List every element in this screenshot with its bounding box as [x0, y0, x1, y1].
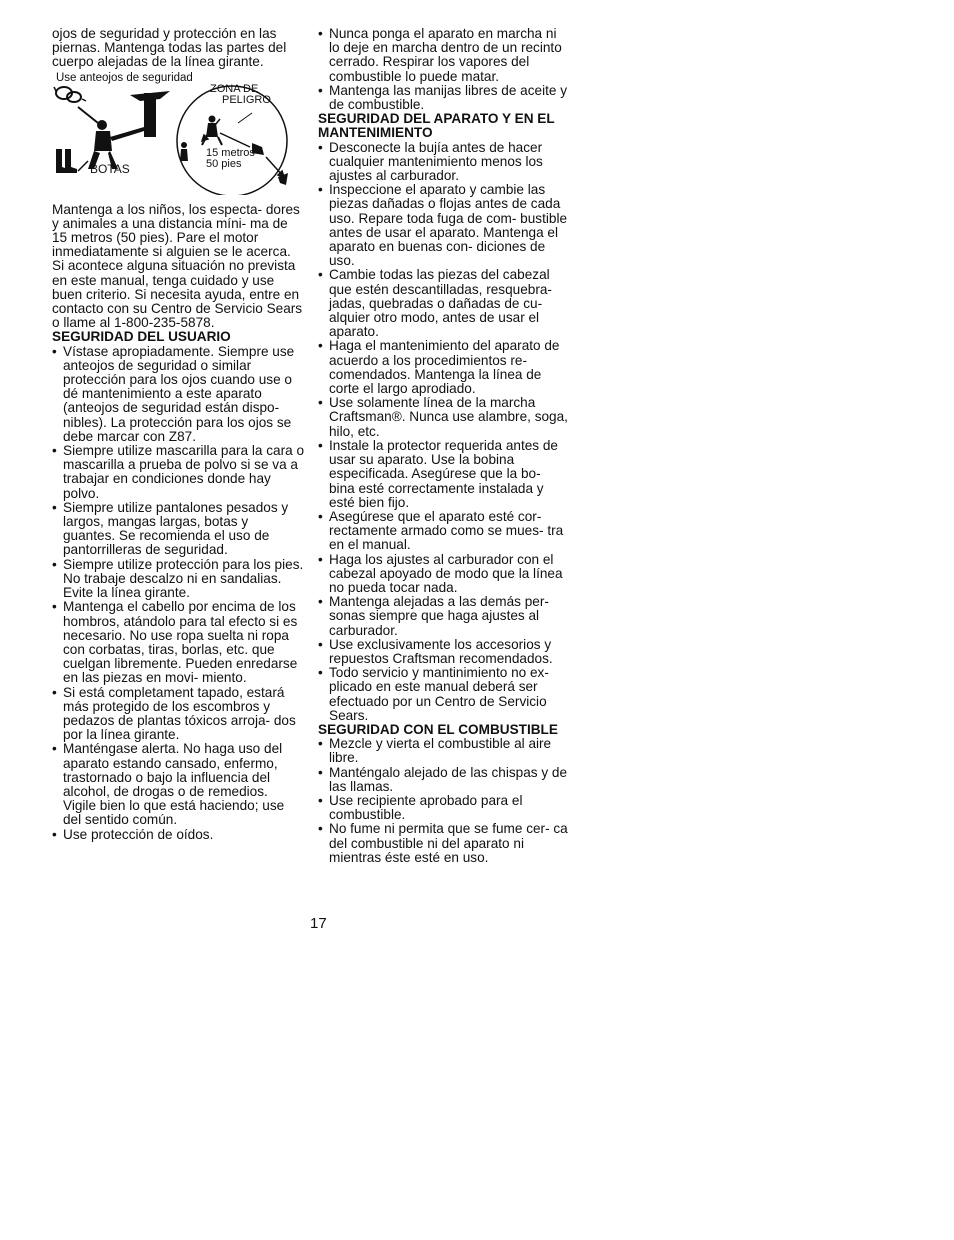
list-item: • Todo servicio y mantinimiento no ex- plicado en este manual deberá ser efectuado por un Centro de Servicio Sears.	[318, 666, 570, 723]
list-item: • Siempre utilize pantalones pesados y largos, mangas largas, botas y guantes. Se recomienda el uso de pantorrilleras de seguridad.	[52, 501, 304, 558]
distance-label-feet: 50 pies	[206, 157, 242, 170]
goggles-icon	[54, 87, 98, 123]
list-item: • Manténgalo alejado de las chispas y de las llamas.	[318, 766, 570, 794]
list-item: • Vístase apropiadamente. Siempre use anteojos de seguridad o similar protección para los ojos cuando use o dé mantenimiento a este aparato (anteojos de seguridad están dispo- nibles). La protección para los ojos se debe marcar con Z87.	[52, 345, 304, 444]
unforeseen-situation-paragraph: Si acontece alguna situación no prevista en este manual, tenga cuidado y use buen criterio. Si necesita ayuda, entre en contacto con su Centro de Servicio Sears o llame al 1-800-235-5878.	[52, 258, 303, 331]
list-item: • Nunca ponga el aparato en marcha ni lo deje en marcha dentro de un recinto cerrado. Respirar los vapores del combustible lo puede matar.	[318, 27, 570, 84]
operation-list	[318, 27, 570, 112]
safety-zone-figure	[52, 82, 292, 195]
fuel-safety-heading: SEGURIDAD CON EL COMBUSTIBLE	[318, 721, 558, 737]
list-item: • Mantenga alejadas a las demás per- sonas siempre que haga ajustes al carburador.	[318, 595, 570, 638]
list-item: • Siempre utilize mascarilla para la cara o mascarilla a prueba de polvo si se va a trabajar en condiciones donde hay polvo.	[52, 444, 304, 501]
list-item: • Inspeccione el aparato y cambie las piezas dañadas o flojas antes de cada uso. Repare toda fuga de com- bustible antes de usar el aparato. Mantenga el aparato en buenas con- diciones de uso.	[318, 183, 570, 268]
maintenance-safety-list	[318, 141, 570, 723]
list-item: • Mantenga el cabello por encima de los hombros, atándolo para tal efecto si es necesario. No use ropa suelta ni ropa con corbatas, tiras, borlas, etc. que cuelgan libremente. Pueden enredarse en las piezas en movi- miento.	[52, 600, 304, 685]
list-item: • Instale la protector requerida antes de usar su aparato. Use la bobina especificada. Asegúrese que la bo- bina esté correctamente instalada y esté bien fijo.	[318, 439, 570, 510]
list-item: • Si está completament tapado, estará más protegido de los escombros y pedazos de plantas tóxicos arroja- dos por la línea girante.	[52, 686, 304, 743]
boots-icon	[56, 149, 88, 173]
list-item: • Mezcle y vierta el combustible al aire libre.	[318, 737, 570, 765]
maintenance-safety-heading: SEGURIDAD DEL APARATO Y EN EL MANTENIMIENTO	[318, 111, 555, 141]
list-item: • Mantenga las manijas libres de aceite y de combustible.	[318, 84, 570, 112]
list-item: • Cambie todas las piezas del cabezal que estén descantilladas, resquebra- jadas, quebradas o dañadas de cu- alquier otro modo, antes de usar el aparato.	[318, 268, 570, 339]
list-item: • Use solamente línea de la marcha Craftsman®. Nunca use alambre, soga, hilo, etc.	[318, 396, 570, 439]
intro-text: ojos de seguridad y protección en las piernas. Mantenga todas las partes del cuerpo alejadas de la línea girante.	[52, 26, 287, 70]
list-item: • Haga el mantenimiento del aparato de acuerdo a los procedimientos re- comendados. Mantenga la línea de corte el largo aprodiado.	[318, 339, 570, 396]
list-item: • Haga los ajustes al carburador con el cabezal apoyado de modo que la línea no pueda tocar nada.	[318, 553, 570, 596]
list-item: • Manténgase alerta. No haga uso del aparato estando cansado, enfermo, trastornado o bajo la influencia del alcohol, de drogas o de remedios. Vigile bien lo que está haciendo; use del sentido común.	[52, 742, 304, 827]
list-item: • Use recipiente aprobado para el combustible.	[318, 794, 570, 822]
children-distance-paragraph: Mantenga a los niños, los especta- dores y animales a una distancia míni- ma de 15 metros (50 pies). Pare el motor inmediatamente si alguien se le acerca.	[52, 201, 300, 260]
fuel-safety-list	[318, 737, 570, 865]
zone-label-line-2: PELIGRO	[222, 93, 271, 106]
list-item: • Asegúrese que el aparato esté cor- rectamente armado como se mues- tra en el manual.	[318, 510, 570, 553]
zone-label-leader	[238, 113, 252, 123]
user-safety-list	[52, 345, 304, 842]
list-item: • No fume ni permita que se fume cer- ca del combustible ni del aparato ni mientras éste esté en uso.	[318, 822, 570, 865]
list-item: • Use protección de oídos.	[52, 828, 304, 842]
right-column	[318, 27, 570, 865]
left-column	[52, 27, 304, 842]
boots-label: BOTAS	[90, 161, 130, 176]
operator-figure-icon	[88, 91, 170, 169]
figure-caption: Use anteojos de seguridad	[56, 71, 193, 84]
distance-label-meters: 15 metros	[206, 146, 255, 159]
list-item: • Desconecte la bujía antes de hacer cualquier mantenimiento menos los ajustes al carburador.	[318, 141, 570, 184]
zone-label-line-1: ZONA DE	[210, 82, 259, 95]
list-item: • Siempre utilize protección para los pies. No trabaje descalzo ni en sandalias. Evite la línea girante.	[52, 558, 304, 601]
list-item: • Use exclusivamente los accesorios y repuestos Craftsman recomendados.	[318, 638, 570, 666]
page-number: 17	[310, 915, 327, 932]
user-safety-heading: SEGURIDAD DEL USUARIO	[52, 329, 231, 345]
